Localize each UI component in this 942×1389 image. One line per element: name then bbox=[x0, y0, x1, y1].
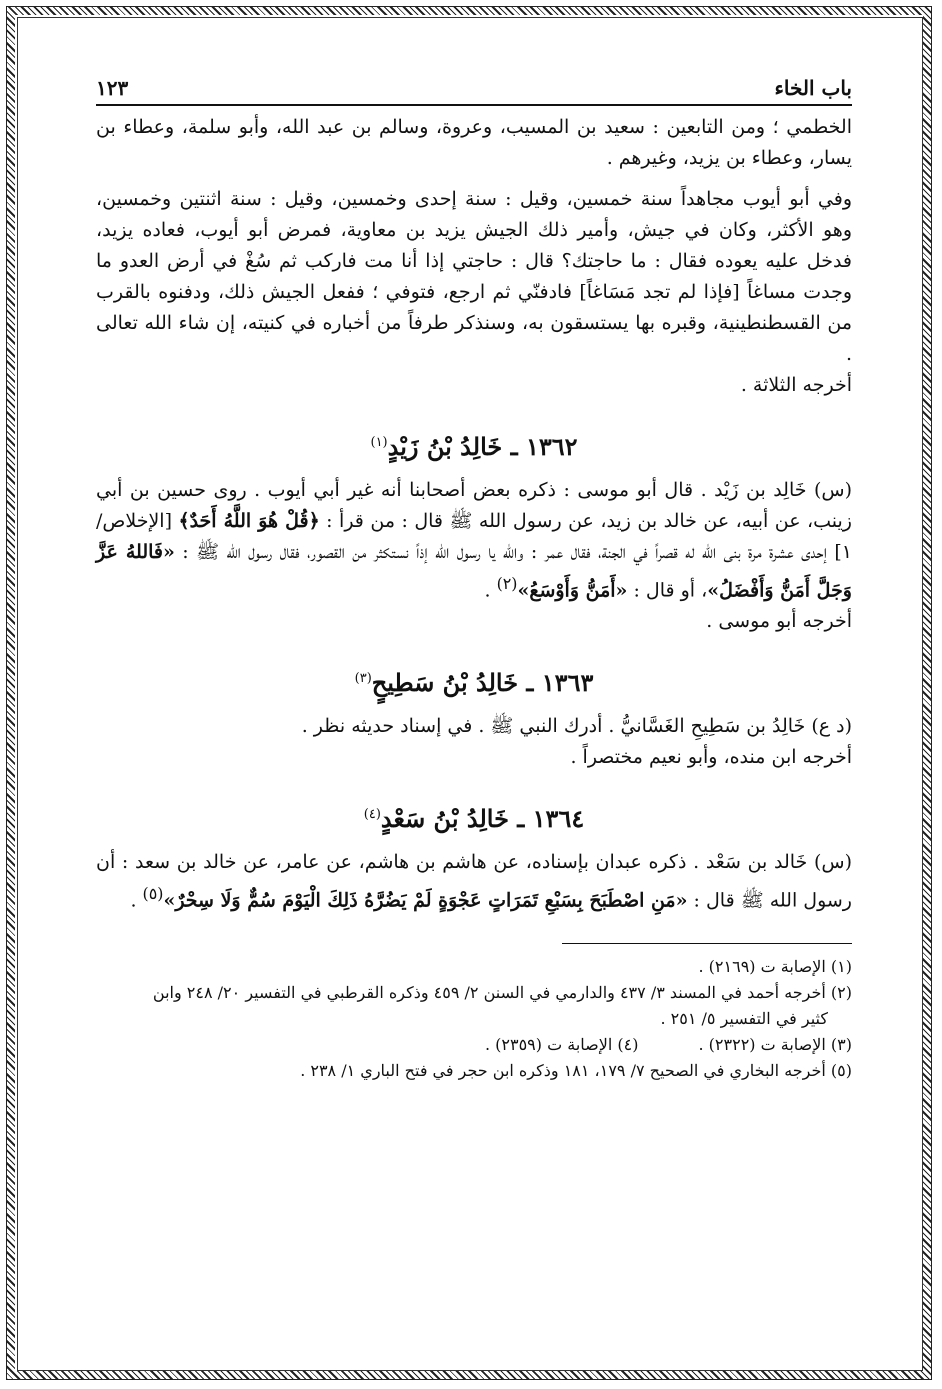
entry-text: [الإخلاص/ ١] إحدى عشرة مرة بنى الله له قصراً في الجنة، فقال عمر : والله يا رسول الله إذاً نستكثر من القصور، فقال رسول الله ﷺ : bbox=[96, 510, 853, 563]
running-header bbox=[96, 70, 852, 106]
entry-text: (س) خَالِد بن زَيْد . قال أبو موسى : ذكره بعض أصحابنا أنه غير أبي أيوب . روى حسين بن أبي زينب، عن أبيه، عن خالد بن زيد، عن رسول الله ﷺ قال : من قرأ : bbox=[96, 479, 852, 532]
entry-text: . bbox=[130, 889, 143, 912]
footnotes bbox=[96, 943, 852, 1084]
footnote-ref: (٢) bbox=[496, 574, 518, 593]
quran-quote: ﴿قُلْ هُوَ اللَّهُ أَحَدٌ﴾ bbox=[178, 510, 320, 532]
entry-text: (س) خَالد بن سَعْد . ذكره عبدان بإسناده، عن هاشم بن هاشم، عن عامر، عن خالد بن سعد : أن رسول الله ﷺ قال : bbox=[96, 851, 852, 912]
footnote-ref: (٤) bbox=[363, 807, 381, 823]
footnote-5: (٥) أخرجه البخاري في الصحيح ٧/ ١٧٩، ١٨١ وذكره ابن حجر في فتح الباري ١/ ٢٣٨ . bbox=[300, 1060, 852, 1080]
entry-title-1362 bbox=[96, 427, 852, 463]
footnote-ref: (١) bbox=[370, 435, 388, 450]
intro-paragraph-1: الخطمي ؛ ومن التابعين : سعيد بن المسيب، وعروة، وسالم بن عبد الله، وأبو سلمة، وعطاء بن يسار، وعطاء بن يزيد، وغيرهم . bbox=[96, 116, 852, 169]
page-number: ١٢٣ bbox=[96, 76, 129, 100]
footnote-ref: (٥) bbox=[142, 884, 164, 904]
footnote-4: (٤) الإصابة ت (٢٣٥٩) . bbox=[484, 1034, 639, 1054]
footnote-ref: (٣) bbox=[354, 671, 372, 687]
intro-paragraph-3: أخرجه الثلاثة . bbox=[740, 374, 852, 396]
footnote-2-continued: كثير في التفسير ٥/ ٢٥١ . bbox=[660, 1008, 828, 1028]
hadith-quote: «مَنِ اصْطَبَحَ بِسَبْعِ تَمَرَاتٍ عَجْوَةٍ لَمْ يَضُرَّهُ ذَلِكَ الْيَوْمَ سُمٌّ وَلَا سِحْرٌ» bbox=[163, 889, 688, 912]
entry-title-text: ١٣٦٤ ـ خَالِدُ بْنُ سَعْدٍ bbox=[380, 804, 585, 834]
entry-title-1363 bbox=[96, 663, 852, 699]
footnote-2: (٢) أخرجه أحمد في المسند ٣/ ٤٣٧ والدارمي في السنن ٢/ ٤٥٩ وذكره القرطبي في التفسير ٢٠/ ٢٤٨ وابن bbox=[152, 982, 852, 1002]
intro-paragraph-2: وفي أبو أيوب مجاهداً سنة خمسين، وقيل : سنة إحدى وخمسين، وقيل : سنة اثنتين وخمسين، وهو الأكثر، وكان في جيش، وأمير ذلك الجيش يزيد بن معاوية، فمرض أبو أيوب، فعاده يزيد، فدخل عليه يعوده فقال : ما حاجتك؟ قال : حاجتي إذا أنا مت فاركب ثم سُغْ في أرض العدو ما وجدت مساغاً [فإذا لم تجد مَسَاغاً] فادفنّي ثم ارجع، فتوفي ؛ ففعل الجيش ذلك، ودفنوه بالقرب من القسطنطينية، وقبره بها يستسقون به، وسنذكر طرفاً من أخباره في كنيته، إن شاء الله تعالى . bbox=[96, 188, 852, 365]
chapter-title: باب الخاء bbox=[774, 76, 852, 100]
entry-title-text: ١٣٦٣ ـ خَالِدُ بْنُ سَطِيحٍ bbox=[371, 668, 594, 698]
entry-1363-source: أخرجه ابن منده، وأبو نعيم مختصراً . bbox=[570, 746, 852, 769]
footnote-1: (١) الإصابة ت (٢١٦٩) . bbox=[698, 956, 852, 976]
entry-1363-body: (د ع) خَالِدُ بن سَطِيحِ الغَسَّانيُّ . أدرك النبي ﷺ . في إسناد حديثه نظر . bbox=[301, 715, 852, 738]
entry-title-text: ١٣٦٢ ـ خَالِدُ بْنُ زَيْدٍ bbox=[387, 432, 578, 461]
hadith-quote: «فَاللهُ عَزَّ وَجَلَّ أَمَنُّ وَأَفْضَلُ» bbox=[96, 541, 852, 602]
entry-1362-source: أخرجه أبو موسى . bbox=[706, 610, 852, 633]
entry-text: . bbox=[484, 579, 497, 602]
entry-1364-body bbox=[96, 847, 852, 916]
entry-1362-body bbox=[96, 475, 852, 606]
hadith-quote: «أَمَنُّ وَأَوْسَعُ» bbox=[517, 579, 628, 602]
footnote-3: (٣) الإصابة ت (٢٣٢٢) . bbox=[698, 1034, 852, 1054]
entry-title-1364 bbox=[96, 799, 852, 835]
footnote-divider bbox=[562, 943, 852, 944]
page-content bbox=[96, 70, 852, 1084]
footnote-row-3-4 bbox=[96, 1032, 852, 1058]
entry-text: ، أو قال : bbox=[627, 579, 708, 602]
